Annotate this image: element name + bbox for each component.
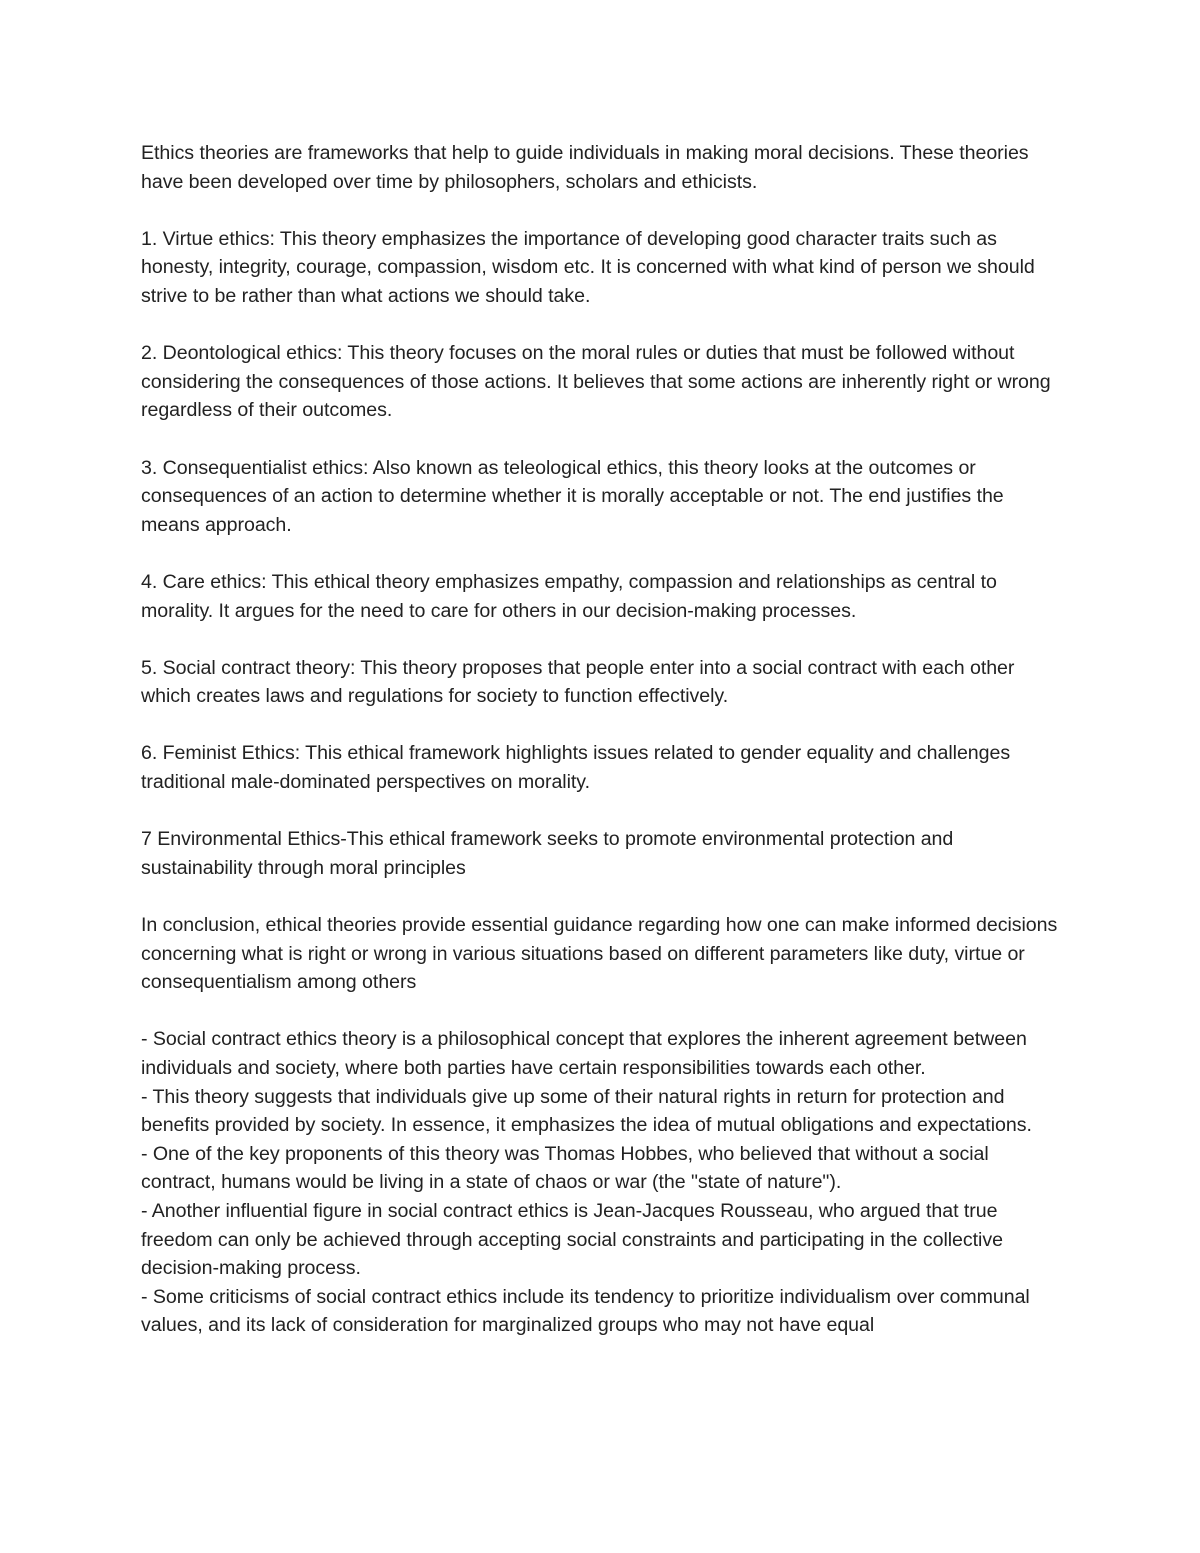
document-body [141,139,1066,1340]
theory-environmental-ethics: 7 Environmental Ethics-This ethical framework seeks to promote environmental protection and sustainability through moral principles [141,828,954,879]
theory-feminist-ethics: 6. Feminist Ethics: This ethical framework highlights issues related to gender equality and challenges traditional male-dominated perspectives on morality. [141,742,1011,794]
bullet-item: - Social contract ethics theory is a philosophical concept that explores the inherent agreement between individuals and society, where both parties have certain responsibilities towards each other. [141,1028,1027,1079]
bullet-item: - One of the key proponents of this theory was Thomas Hobbes, who believed that without a social contract, humans would be living in a state of chaos or war (the "state of nature"). [141,1142,989,1194]
theory-consequentialist-ethics: 3. Consequentialist ethics: Also known as teleological ethics, this theory looks at the outcomes or consequences of an action to determine whether it is morally acceptable or not. The end justifies the means approach. [141,456,1004,536]
theory-deontological-ethics: 2. Deontological ethics: This theory focuses on the moral rules or duties that must be followed without considering the consequences of those actions. It believes that some actions are inherently right or wrong regardless of their outcomes. [141,342,1051,422]
bullet-item: - This theory suggests that individuals give up some of their natural rights in return for protection and benefits provided by society. In essence, it emphasizes the idea of mutual obligations and expectations. [141,1085,1032,1137]
bullet-item: - Another influential figure in social contract ethics is Jean-Jacques Rousseau, who argued that true freedom can only be achieved through accepting social constraints and participating in the collective decision-making process. [141,1199,1003,1280]
theory-care-ethics: 4. Care ethics: This ethical theory emphasizes empathy, compassion and relationships as central to morality. It argues for the need to care for others in our decision-making processes. [141,570,997,622]
theory-virtue-ethics: 1. Virtue ethics: This theory emphasizes the importance of developing good character traits such as honesty, integrity, courage, compassion, wisdom etc. It is concerned with what kind of person we should strive to be rather than what actions we should take. [141,227,1035,307]
bullet-item: - Some criticisms of social contract ethics include its tendency to prioritize individualism over communal values, and its lack of consideration for marginalized groups who may not have equal [141,1285,1030,1337]
conclusion-paragraph: In conclusion, ethical theories provide essential guidance regarding how one can make informed decisions concerning what is right or wrong in various situations based on different parameters like duty, virtue or consequentialism among others [141,914,1058,994]
bullet-list [141,1025,1066,1340]
theory-social-contract: 5. Social contract theory: This theory proposes that people enter into a social contract with each other which creates laws and regulations for society to function effectively. [141,656,1015,708]
intro-paragraph: Ethics theories are frameworks that help to guide individuals in making moral decisions. These theories have been developed over time by philosophers, scholars and ethicists. [141,142,1029,193]
